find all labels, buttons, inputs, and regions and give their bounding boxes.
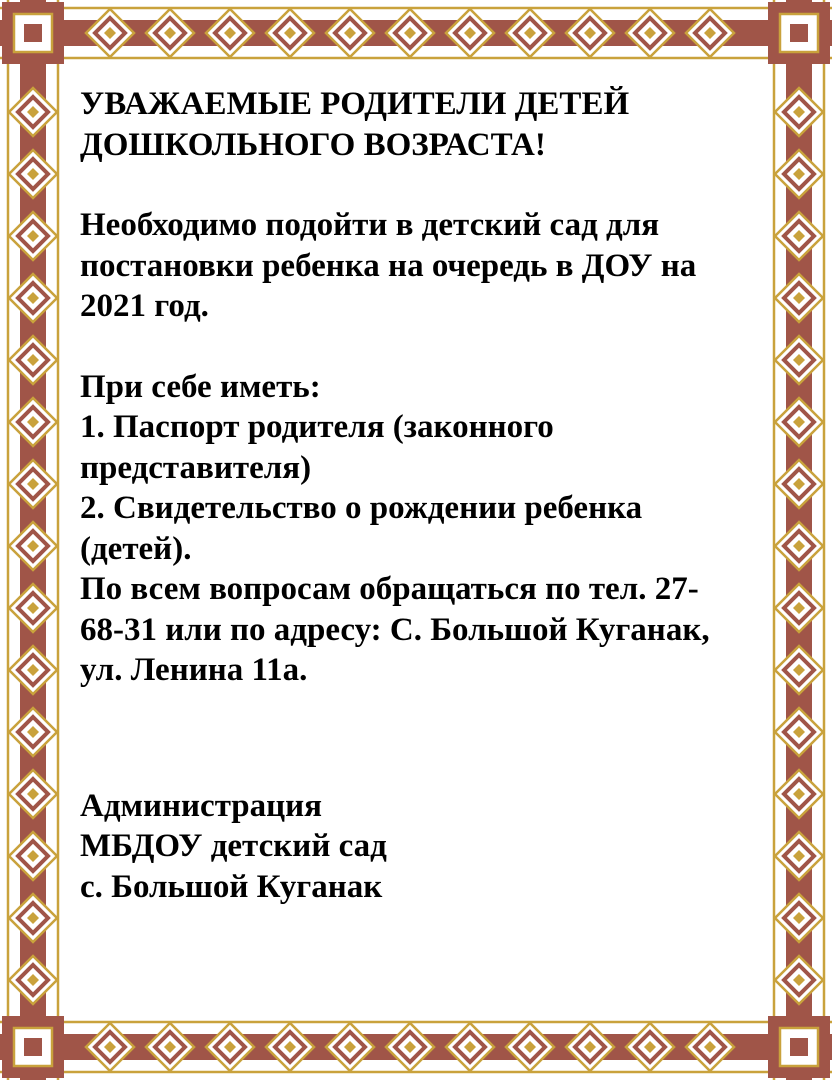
item-passport: 1. Паспорт родителя (законного [80,409,554,445]
corner-ornament-center [790,24,808,42]
item-birth-certificate: 2. Свидетельство о рождении ребенка [80,490,643,526]
signature-line: Администрация [80,787,323,824]
corner-ornament-center [790,1038,808,1056]
item-birth-certificate: (детей). [80,530,192,567]
contact-line: По всем вопросам обращаться по тел. 27- [80,571,699,607]
corner-ornament-center [24,1038,42,1056]
requirements-block [80,367,760,691]
contact-line: 68-31 или по адресу: С. Большой Куганак, [80,611,710,648]
title-line: УВАЖАЕМЫЕ РОДИТЕЛИ ДЕТЕЙ [80,86,630,122]
notice-title [80,84,760,165]
intro-line: Необходимо подойти в детский сад для [80,207,660,243]
signature-line: с. Большой Куганак [80,868,383,905]
signature-line: МБДОУ детский сад [80,828,387,864]
corner-ornament-center [24,24,42,42]
notice-content [80,84,760,907]
intro-paragraph [80,205,760,327]
title-line: ДОШКОЛЬНОГО ВОЗРАСТА! [80,126,546,163]
intro-line: постановки ребенка на очередь в ДОУ на [80,247,697,284]
signature-block [80,786,760,908]
item-passport: представителя) [80,449,312,486]
contact-line: ул. Ленина 11а. [80,652,308,688]
intro-line: 2021 год. [80,288,209,324]
bring-heading: При себе иметь: [80,368,321,405]
